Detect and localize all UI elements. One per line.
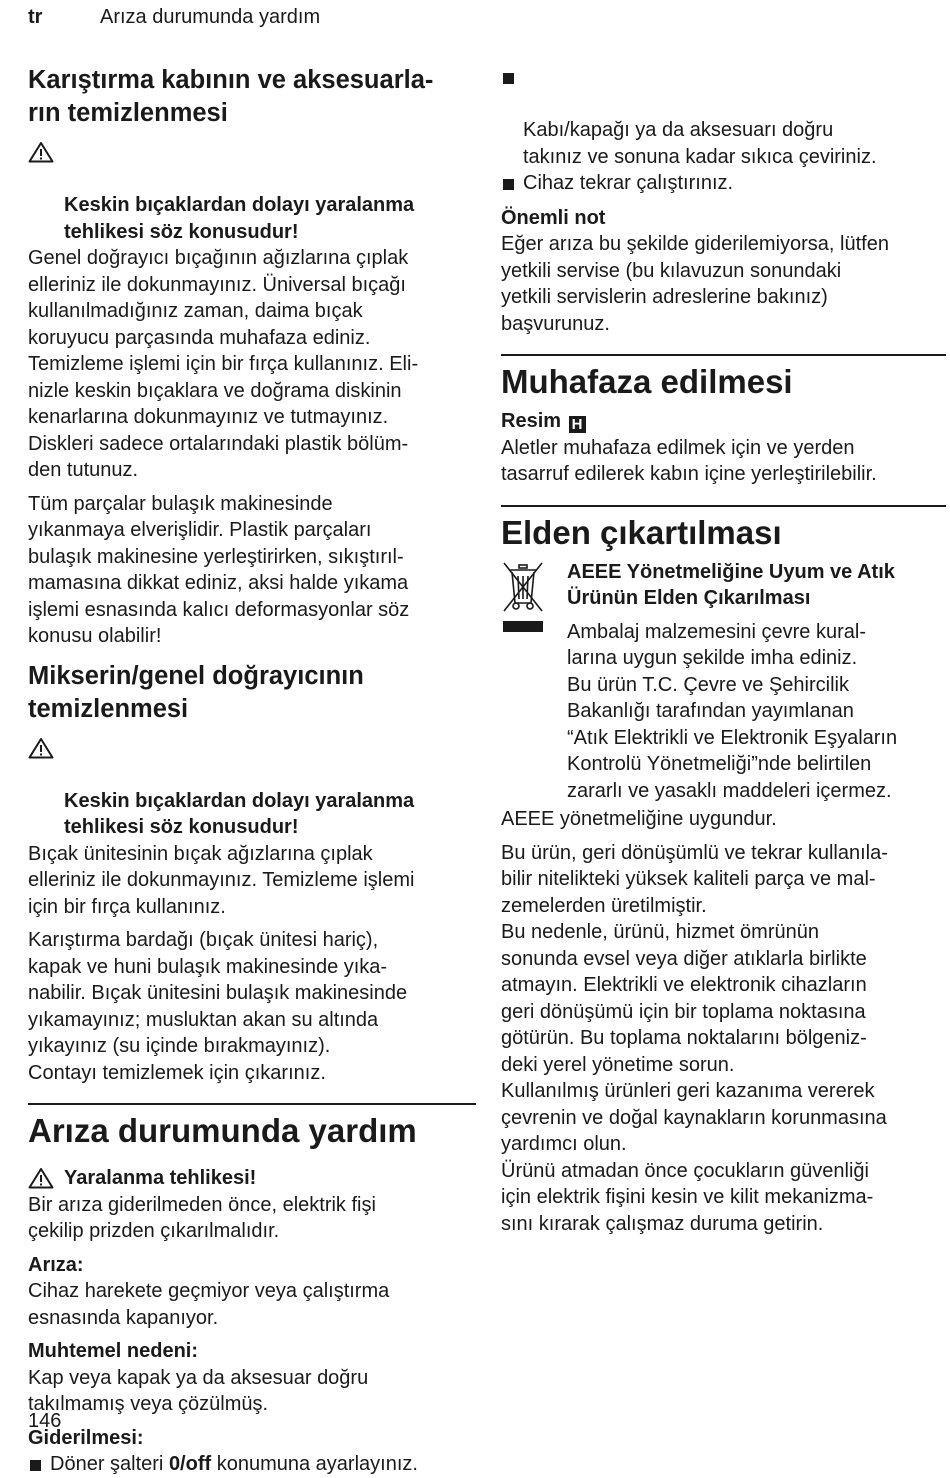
warning-block — [28, 735, 476, 841]
paragraph: Karıştırma bardağı (bıçak ünitesi hariç), kapak ve huni bulaşık makinesinde yıka- nabilir. Bıçak ünitesini bulaşık makinesinde yıkamayınız; musluktan akan su altında yıkayınız (su içinde bırakmayınız). Contayı temizlemek için çıkarınız. — [28, 929, 408, 1084]
bullet-text: konumuna ayarlayınız. — [211, 1453, 418, 1475]
warning-triangle-icon — [28, 1167, 54, 1189]
paragraph: Bir arıza giderilmeden önce, elektrik fişi çekilip prizden çıkarılmalıdır. — [28, 1193, 376, 1242]
bullet-item — [501, 170, 946, 197]
warning-block — [28, 139, 476, 245]
section-divider — [28, 1103, 476, 1105]
paragraph: Genel doğrayıcı bıçağının ağızlarına çıplak elleriniz ile dokunmayınız. Üniversal bıçağı kullanılmadığınız zaman, daima bıçak koruyucu parçasında muhafaza ediniz. Temizleme işlemi için bir fırça kullanınız. Eli- nizle keskin bıçaklara ve doğrama diskinin kenarlarına dokunmayınız ve tutmayınız. Diskleri sadece ortalarındaki plastik bölüm- den tutunuz. — [28, 247, 419, 481]
cause-text: Kap veya kapak ya da aksesuar doğru takılmamış veya çözülmüş. — [28, 1366, 369, 1415]
language-code: tr — [28, 6, 43, 28]
section-heading-cleaning-bowl: Karıştırma kabının ve aksesuarla- rın temizlenmesi — [28, 66, 434, 127]
paragraph: Aletler muhafaza edilmek için ve yerden tasarruf edilerek kabın içine yerleştirilebilir. — [501, 436, 877, 485]
bullet-text: Kabı/kapağı ya da aksesuarı doğru takınız ve sonuna kadar sıkıca çeviriniz. — [523, 119, 877, 168]
paragraph: Bu ürün, geri dönüşümlü ve tekrar kullanıla- bilir nitelikteki yüksek kaliteli parça ve mal- zemelerden üretilmiştir. Bu nedenle, ürünü, hizmet ömrünün sonunda evsel veya diğer atıklarla birlikte atmayın. Elektrikli ve elektronik cihazların geri dönüşümü için bir toplama noktasına götürün. Bu toplama noktalarını bölgeniz- deki yerel yönetime sorun. Kullanılmış ürünleri geri kazanıma vererek çevrenin ve doğal kaynakların korunmasına yardımcı olun. Ürünü atmadan önce çocukların güvenliği için elektrik fişini kesin ve kilit mekanizma- sını kırarak çalışmaz duruma getirin. — [501, 841, 888, 1235]
warning-triangle-icon — [28, 141, 54, 163]
paragraph: Tüm parçalar bulaşık makinesinde yıkanmaya elverişlidir. Plastik parçaları bulaşık makinesine yerleştirirken, sıkıştırıl- mamasına dikkat ediniz, aksi halde yıkama işlemi esnasında kalıcı deformasyonlar söz konusu olabilir! — [28, 492, 410, 647]
fix-label: Giderilmesi: — [28, 1426, 144, 1449]
weee-title: AEEE Yönetmeliğine Uyum ve Atık Ürünün Elden Çıkarılması — [567, 560, 895, 609]
weee-text: Ambalaj malzemesini çevre kural- larına uygun şekilde imha ediniz. Bu ürün T.C. Çevre ve Şehircilik Bakanlığı tarafından yayımlanan “Atık Elektrikli ve Elektronik Eşyaların Kontrolü Yönetmeliği”nde belirtilen zararlı ve yasaklı maddeleri içermez. — [567, 620, 898, 802]
bullet-square-icon — [30, 1460, 41, 1471]
bullet-square-icon — [503, 179, 514, 190]
right-column — [501, 64, 946, 1237]
section-heading-cleaning-mixer: Mikserin/genel doğrayıcının temizlenmesi — [28, 661, 364, 723]
important-note-label: Önemli not — [501, 206, 606, 229]
paragraph: Bıçak ünitesinin bıçak ağızlarına çıplak elleriniz ile dokunmayınız. Temizleme işlemi için bir fırça kullanınız. — [28, 842, 415, 918]
bullet-item — [28, 1451, 476, 1478]
bullet-text: Cihaz tekrar çalıştırınız. — [523, 172, 734, 194]
page-number: 146 — [28, 1410, 62, 1432]
warning-triangle-icon — [28, 737, 54, 759]
bullet-square-icon — [503, 73, 514, 84]
section-heading-storage: Muhafaza edilmesi — [501, 363, 793, 400]
bullet-text: Döner şalteri — [50, 1453, 169, 1475]
bullet-item — [501, 64, 946, 170]
fault-text: Cihaz harekete geçmiyor veya çalıştırma esnasında kapanıyor. — [28, 1280, 390, 1329]
weee-bar-icon — [503, 621, 543, 632]
switch-position: 0/off — [168, 1453, 212, 1475]
warning-text: Yaralanma tehlikesi! — [64, 1167, 257, 1189]
figure-reference — [501, 408, 946, 435]
fault-label: Arıza: — [28, 1253, 84, 1276]
weee-block — [501, 559, 946, 805]
warning-text: Keskin bıçaklardan dolayı yaralanma tehlikesi söz konusudur! — [64, 789, 415, 838]
paragraph: AEEE yönetmeliğine uygundur. — [501, 808, 777, 830]
paragraph: Eğer arıza bu şekilde giderilemiyorsa, lütfen yetkili servise (bu kılavuzun sonundaki yetkili servislerin adreslerine bakınız) başvurunuz. — [501, 233, 889, 335]
section-divider — [501, 354, 946, 356]
figure-letter-badge: H — [569, 416, 586, 433]
section-heading-troubleshooting: Arıza durumunda yardım — [28, 1112, 417, 1149]
header-title: Arıza durumunda yardım — [100, 6, 321, 28]
warning-block — [28, 1165, 476, 1192]
crossed-out-bin-icon — [501, 561, 545, 615]
figure-label: Resim — [501, 410, 562, 432]
left-column — [28, 64, 476, 1478]
section-heading-disposal: Elden çıkartılması — [501, 513, 782, 551]
cause-label: Muhtemel nedeni: — [28, 1340, 199, 1362]
warning-text: Keskin bıçaklardan dolayı yaralanma tehlikesi söz konusudur! — [64, 194, 415, 243]
section-divider — [501, 505, 946, 507]
